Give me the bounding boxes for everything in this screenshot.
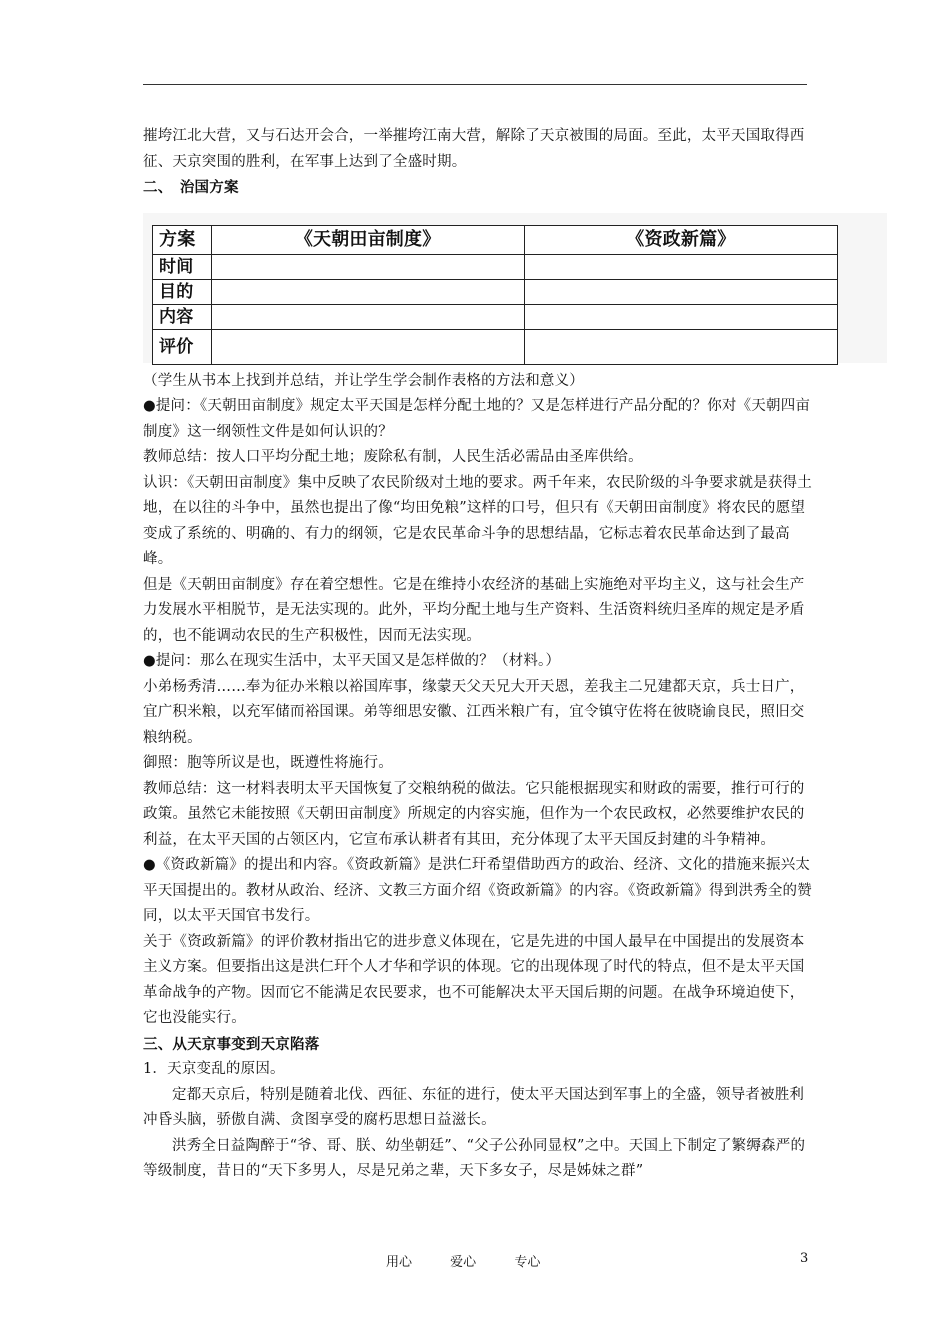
page-number: 3 bbox=[800, 1251, 809, 1266]
table-row-label: 时间 bbox=[153, 254, 212, 279]
table-header-cell: 《天朝田亩制度》 bbox=[211, 225, 524, 254]
paragraph: 关于《资政新篇》的评价教材指出它的进步意义体现在，它是先进的中国人最早在中国提出的发展资本主义方案。但要指出这是洪仁玕个人才华和学识的体现。它的出现体现了时代的特点，但不是太平天国革命战争的产物。因而它不能满足农民要求，也不可能解决太平天国后期的问题。在战争环境迫使下，它也没能实行。 bbox=[143, 933, 805, 1026]
paragraph: 定都天京后，特别是随着北伐、西征、东征的进行，使太平天国达到军事上的全盛，领导者被胜利冲昏头脑，骄傲自满、贪图享受的腐朽思想日益滋长。 bbox=[143, 1086, 805, 1128]
table-cell bbox=[211, 329, 524, 364]
paragraph: 教师总结：这一材料表明太平天国恢复了交粮纳税的做法。它只能根据现实和财政的需要，推行可行的政策。虽然它未能按照《天朝田亩制度》所规定的内容实施，但作为一个农民政权，必然要维护农民的利益，在太平天国的占领区内，它宣布承认耕者有其田，充分体现了太平天国反封建的斗争精神。 bbox=[143, 780, 805, 848]
paragraph: 御照：胞等所议是也，既遵性将施行。 bbox=[143, 755, 393, 771]
table-row bbox=[153, 304, 838, 329]
table-header-cell: 方案 bbox=[153, 225, 212, 254]
paragraph: ●提问：那么在现实生活中，太平天国又是怎样做的？（材料。） bbox=[143, 653, 561, 669]
paragraph: 摧垮江北大营，又与石达开会合，一举摧垮江南大营，解除了天京被围的局面。至此，太平天国取得西征、天京突围的胜利，在军事上达到了全盛时期。 bbox=[143, 128, 805, 170]
table-cell bbox=[211, 279, 524, 304]
table-row bbox=[153, 254, 838, 279]
footer-motto-item: 用心 bbox=[386, 1255, 413, 1270]
paragraph: 但是《天朝田亩制度》存在着空想性。它是在维持小农经济的基础上实施绝对平均主义，这与社会生产力发展水平相脱节，是无法实现的。此外，平均分配土地与生产资料、生活资料统归圣库的规定是矛盾的，也不能调动农民的生产积极性，因而无法实现。 bbox=[143, 576, 805, 644]
paragraph: ●提问：《天朝田亩制度》规定太平天国是怎样分配土地的？又是怎样进行产品分配的？你对《天朝四亩制度》这一纲领性文件是如何认识的？ bbox=[143, 398, 811, 440]
table-row-label: 内容 bbox=[153, 304, 212, 329]
table-header-cell: 《资政新篇》 bbox=[524, 225, 837, 254]
table-row bbox=[153, 279, 838, 304]
footer-motto bbox=[386, 1251, 574, 1270]
table-cell bbox=[524, 329, 837, 364]
plan-table-area bbox=[143, 213, 887, 363]
paragraph: （学生从书本上找到并总结，并让学生学会制作表格的方法和意义） bbox=[143, 372, 584, 389]
table-row bbox=[153, 329, 838, 364]
body-text bbox=[143, 369, 815, 1185]
page-content bbox=[143, 124, 815, 1185]
paragraph: 教师总结：按人口平均分配土地；废除私有制，人民生活必需品由圣库供给。 bbox=[143, 449, 643, 465]
table-cell bbox=[524, 254, 837, 279]
paragraph: 小弟杨秀清……奉为征办米粮以裕国库事，缘蒙天父天兄大开天恩，差我主二兄建都天京，兵士日广，宜广积米粮，以充军储而裕国课。弟等细思安徽、江西米粮广有，宜令镇守佐将在彼晓谕良民，照旧交粮纳税。 bbox=[143, 678, 805, 746]
table-row-label: 评价 bbox=[153, 329, 212, 364]
paragraph: 1．天京变乱的原因。 bbox=[143, 1061, 285, 1077]
paragraph: 认识：《天朝田亩制度》集中反映了农民阶级对土地的要求。两千年来，农民阶级的斗争要求就是获得土地，在以往的斗争中，虽然也提出了像“均田免粮”这样的口号，但只有《天朝田亩制度》将农民的愿望变成了系统的、明确的、有力的纲领，它是农民革命斗争的思想结晶，它标志着农民革命达到了最高峰。 bbox=[143, 474, 812, 567]
footer-motto-item: 爱心 bbox=[450, 1255, 477, 1270]
table-cell bbox=[524, 279, 837, 304]
paragraph: ●《资政新篇》的提出和内容。《资政新篇》是洪仁玕希望借助西方的政治、经济、文化的措施来振兴太平天国提出的。教材从政治、经济、文教三方面介绍《资政新篇》的内容。《资政新篇》得到洪秀全的赞同，以太平天国官书发行。 bbox=[143, 857, 812, 924]
table-row-label: 目的 bbox=[153, 279, 212, 304]
table-cell bbox=[524, 304, 837, 329]
table-cell bbox=[211, 304, 524, 329]
table-header-row bbox=[153, 225, 838, 254]
section-title: 三、从天京事变到天京陷落 bbox=[143, 1035, 320, 1053]
table-cell bbox=[211, 254, 524, 279]
header-rule bbox=[143, 84, 807, 85]
paragraph: 洪秀全日益陶醉于“爷、哥、朕、幼坐朝廷”、“父子公孙同显权”之中。天国上下制定了繁缛森严的等级制度，昔日的“天下多男人，尽是兄弟之辈，天下多女子，尽是姊妹之群” bbox=[143, 1137, 806, 1179]
plan-table bbox=[152, 225, 838, 365]
footer-motto-item: 专心 bbox=[514, 1255, 541, 1270]
section-title-governance: 二、 治国方案 bbox=[143, 179, 239, 196]
